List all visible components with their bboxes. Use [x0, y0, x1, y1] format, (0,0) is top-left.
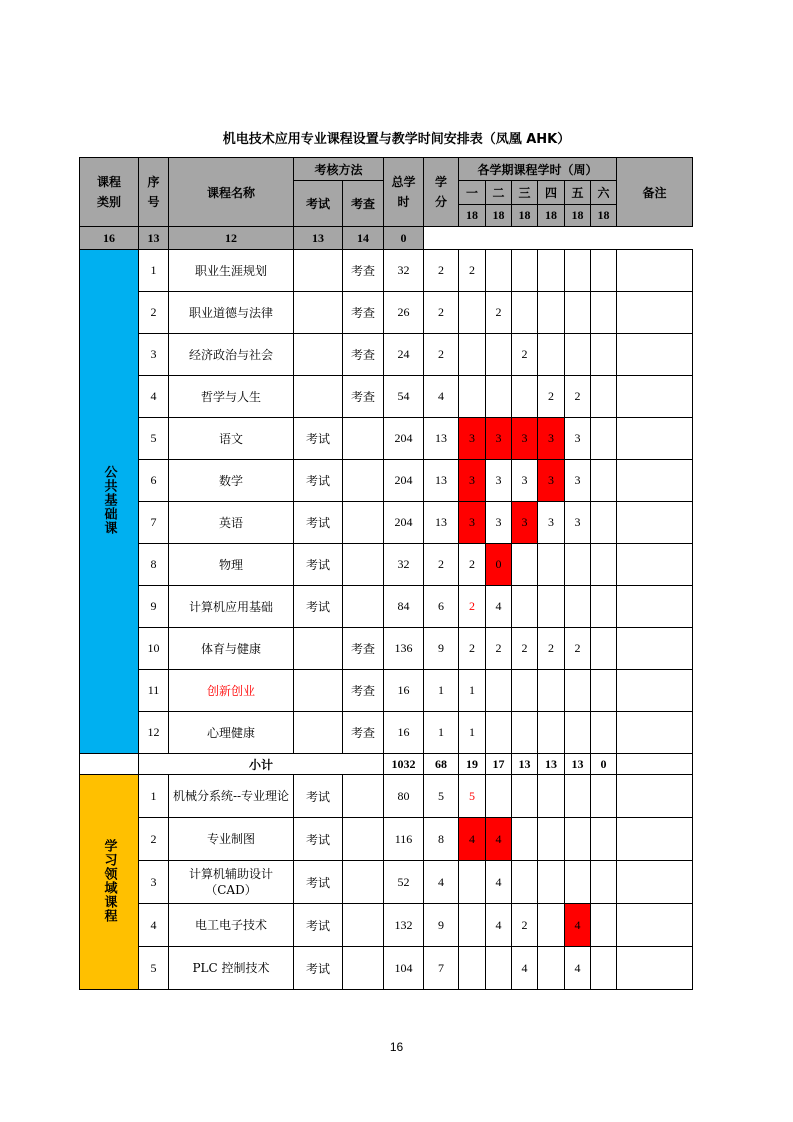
semester-hours-cell: 2: [459, 250, 486, 292]
semester-hours-cell: [512, 861, 538, 904]
seq-cell: 5: [139, 418, 169, 460]
semester-hours-cell: [486, 775, 512, 818]
exam-cell: 考试: [294, 818, 343, 861]
semester-hours-cell: [486, 712, 512, 754]
hours-cell: 16: [384, 712, 424, 754]
subtotal-blank: [80, 754, 139, 775]
remarks-cell: [617, 818, 693, 861]
header-remarks: 备注: [617, 158, 693, 227]
seq-cell: 12: [139, 712, 169, 754]
header-total-hours: 总学时: [384, 158, 424, 227]
semester-hours-cell: [591, 628, 617, 670]
credits-cell: 2: [424, 250, 459, 292]
seq-cell: 3: [139, 334, 169, 376]
credits-cell: 4: [424, 861, 459, 904]
semester-hours-cell: [591, 460, 617, 502]
course-name: 哲学与人生: [169, 376, 294, 418]
hours-cell: 204: [384, 502, 424, 544]
hours-cell: 52: [384, 861, 424, 904]
check-cell: 考查: [343, 628, 384, 670]
semester-hours-cell: [512, 670, 538, 712]
remarks-cell: [617, 947, 693, 990]
semester-hours-cell: [512, 712, 538, 754]
remarks-cell: [617, 334, 693, 376]
semester-hours-cell: 2: [565, 628, 591, 670]
exam-cell: [294, 670, 343, 712]
semester-hours-cell: 2: [565, 376, 591, 418]
semester-hours-cell: 2: [459, 586, 486, 628]
semester-hours-cell: 3: [565, 502, 591, 544]
semester-hours-cell: [486, 250, 512, 292]
seq-cell: 1: [139, 775, 169, 818]
header-weeks: 16: [80, 227, 139, 250]
semester-hours-cell: [565, 818, 591, 861]
semester-hours-cell: 0: [486, 544, 512, 586]
semester-hours-cell: 2: [459, 628, 486, 670]
semester-hours-cell: [565, 670, 591, 712]
table-row: [80, 158, 693, 181]
hours-cell: 84: [384, 586, 424, 628]
course-name: 英语: [169, 502, 294, 544]
credits-cell: 13: [424, 460, 459, 502]
remarks-cell: [617, 544, 693, 586]
header-semester-hours: 各学期课程学时（周）: [459, 158, 617, 181]
exam-cell: [294, 376, 343, 418]
remarks-cell: [617, 502, 693, 544]
course-name: 体育与健康: [169, 628, 294, 670]
semester-hours-cell: 4: [486, 586, 512, 628]
remarks-cell: [617, 460, 693, 502]
seq-cell: 4: [139, 904, 169, 947]
semester-hours-cell: [486, 334, 512, 376]
semester-hours-cell: 2: [512, 628, 538, 670]
page-number: 16: [389, 1040, 404, 1054]
credits-cell: 9: [424, 904, 459, 947]
semester-hours-cell: [591, 376, 617, 418]
course-name: 数学: [169, 460, 294, 502]
exam-cell: 考试: [294, 502, 343, 544]
seq-cell: 10: [139, 628, 169, 670]
table-row: [80, 818, 693, 861]
course-name: 物理: [169, 544, 294, 586]
credits-cell: 8: [424, 818, 459, 861]
header-weeks: 18: [512, 205, 538, 227]
exam-cell: 考试: [294, 861, 343, 904]
semester-hours-cell: 4: [565, 904, 591, 947]
subtotal-hours: 1032: [384, 754, 424, 775]
table-row: [80, 586, 693, 628]
header-check: 考查: [343, 181, 384, 227]
remarks-cell: [617, 861, 693, 904]
seq-cell: 4: [139, 376, 169, 418]
table-row: [80, 418, 693, 460]
semester-hours-cell: 2: [538, 628, 565, 670]
seq-cell: 9: [139, 586, 169, 628]
subtotal-semester: 19: [459, 754, 486, 775]
credits-cell: 13: [424, 418, 459, 460]
semester-hours-cell: 3: [486, 418, 512, 460]
table-row: [80, 227, 693, 250]
subtotal-semester: 13: [565, 754, 591, 775]
exam-cell: 考试: [294, 586, 343, 628]
semester-hours-cell: 2: [538, 376, 565, 418]
semester-hours-cell: 5: [459, 775, 486, 818]
semester-hours-cell: 3: [486, 502, 512, 544]
semester-hours-cell: [565, 861, 591, 904]
semester-hours-cell: [565, 250, 591, 292]
credits-cell: 13: [424, 502, 459, 544]
hours-cell: 116: [384, 818, 424, 861]
semester-hours-cell: 3: [459, 418, 486, 460]
semester-hours-cell: [459, 861, 486, 904]
table-row: [80, 947, 693, 990]
exam-cell: [294, 292, 343, 334]
seq-cell: 7: [139, 502, 169, 544]
semester-hours-cell: 3: [565, 460, 591, 502]
credits-cell: 2: [424, 544, 459, 586]
header-weeks: 0: [384, 227, 424, 250]
table-row: [80, 376, 693, 418]
table-row: [80, 775, 693, 818]
subtotal-credits: 68: [424, 754, 459, 775]
semester-hours-cell: 3: [486, 460, 512, 502]
credits-cell: 1: [424, 670, 459, 712]
header-weeks: 18: [591, 205, 617, 227]
semester-hours-cell: 2: [486, 628, 512, 670]
header-semester: 五: [565, 181, 591, 205]
seq-cell: 3: [139, 861, 169, 904]
exam-cell: 考试: [294, 947, 343, 990]
semester-hours-cell: 2: [512, 904, 538, 947]
exam-cell: 考试: [294, 904, 343, 947]
semester-hours-cell: [591, 904, 617, 947]
exam-cell: [294, 334, 343, 376]
semester-hours-cell: [538, 250, 565, 292]
semester-hours-cell: [459, 904, 486, 947]
header-weeks: 18: [486, 205, 512, 227]
semester-hours-cell: [538, 904, 565, 947]
hours-cell: 136: [384, 628, 424, 670]
check-cell: [343, 586, 384, 628]
check-cell: [343, 818, 384, 861]
semester-hours-cell: 4: [486, 861, 512, 904]
semester-hours-cell: [512, 376, 538, 418]
semester-hours-cell: 3: [512, 418, 538, 460]
credits-cell: 7: [424, 947, 459, 990]
remarks-cell: [617, 904, 693, 947]
check-cell: [343, 775, 384, 818]
seq-cell: 2: [139, 292, 169, 334]
semester-hours-cell: 4: [459, 818, 486, 861]
semester-hours-cell: [459, 376, 486, 418]
semester-hours-cell: [538, 334, 565, 376]
credits-cell: 5: [424, 775, 459, 818]
semester-hours-cell: [486, 376, 512, 418]
semester-hours-cell: [591, 250, 617, 292]
header-course-name: 课程名称: [169, 158, 294, 227]
semester-hours-cell: 3: [512, 502, 538, 544]
hours-cell: 24: [384, 334, 424, 376]
semester-hours-cell: [538, 775, 565, 818]
semester-hours-cell: 4: [512, 947, 538, 990]
semester-hours-cell: [591, 586, 617, 628]
table-row: [80, 670, 693, 712]
course-name: 语文: [169, 418, 294, 460]
course-name: 职业生涯规划: [169, 250, 294, 292]
header-category: 课程类别: [80, 158, 139, 227]
credits-cell: 6: [424, 586, 459, 628]
category-major: [80, 775, 139, 990]
exam-cell: [294, 628, 343, 670]
credits-cell: 4: [424, 376, 459, 418]
semester-hours-cell: [591, 818, 617, 861]
check-cell: 考查: [343, 334, 384, 376]
seq-cell: 5: [139, 947, 169, 990]
remarks-cell: [617, 628, 693, 670]
hours-cell: 54: [384, 376, 424, 418]
exam-cell: [294, 712, 343, 754]
category-major-label: 学习领域课程: [101, 838, 117, 923]
check-cell: [343, 418, 384, 460]
remarks-cell: [617, 754, 693, 775]
semester-hours-cell: [538, 586, 565, 628]
semester-hours-cell: [565, 292, 591, 334]
credits-cell: 2: [424, 334, 459, 376]
header-semester: 一: [459, 181, 486, 205]
course-name: 经济政治与社会: [169, 334, 294, 376]
course-schedule-table: [79, 157, 693, 990]
exam-cell: 考试: [294, 544, 343, 586]
header-weeks: 18: [538, 205, 565, 227]
semester-hours-cell: [538, 544, 565, 586]
course-name: PLC 控制技术: [169, 947, 294, 990]
exam-cell: [294, 250, 343, 292]
seq-cell: 11: [139, 670, 169, 712]
check-cell: [343, 947, 384, 990]
course-name: 专业制图: [169, 818, 294, 861]
semester-hours-cell: [591, 334, 617, 376]
semester-hours-cell: [512, 292, 538, 334]
table-row: [80, 904, 693, 947]
hours-cell: 32: [384, 544, 424, 586]
subtotal-semester: 13: [538, 754, 565, 775]
semester-hours-cell: [459, 947, 486, 990]
category-public-label: 公共基础课: [101, 465, 117, 535]
hours-cell: 204: [384, 418, 424, 460]
exam-cell: 考试: [294, 460, 343, 502]
semester-hours-cell: [591, 670, 617, 712]
semester-hours-cell: 2: [512, 334, 538, 376]
category-public: [80, 250, 139, 754]
exam-cell: 考试: [294, 775, 343, 818]
semester-hours-cell: 3: [538, 502, 565, 544]
header-weeks: 13: [294, 227, 343, 250]
semester-hours-cell: [565, 334, 591, 376]
header-assessment: 考核方法: [294, 158, 384, 181]
header-semester: 二: [486, 181, 512, 205]
header-weeks: 18: [459, 205, 486, 227]
remarks-cell: [617, 418, 693, 460]
semester-hours-cell: [591, 418, 617, 460]
semester-hours-cell: [538, 292, 565, 334]
remarks-cell: [617, 250, 693, 292]
semester-hours-cell: [591, 947, 617, 990]
remarks-cell: [617, 775, 693, 818]
semester-hours-cell: [591, 712, 617, 754]
credits-cell: 1: [424, 712, 459, 754]
semester-hours-cell: [591, 861, 617, 904]
semester-hours-cell: 4: [486, 904, 512, 947]
semester-hours-cell: 2: [486, 292, 512, 334]
semester-hours-cell: 3: [459, 460, 486, 502]
check-cell: 考查: [343, 250, 384, 292]
semester-hours-cell: [565, 586, 591, 628]
credits-cell: 2: [424, 292, 459, 334]
course-name: 电工电子技术: [169, 904, 294, 947]
course-name: 计算机应用基础: [169, 586, 294, 628]
header-seq: 序号: [139, 158, 169, 227]
semester-hours-cell: [486, 670, 512, 712]
header-semester: 三: [512, 181, 538, 205]
semester-hours-cell: [459, 334, 486, 376]
header-weeks: 18: [565, 205, 591, 227]
semester-hours-cell: [486, 947, 512, 990]
semester-hours-cell: [538, 818, 565, 861]
table-row: [80, 861, 693, 904]
semester-hours-cell: 1: [459, 670, 486, 712]
hours-cell: 26: [384, 292, 424, 334]
check-cell: [343, 502, 384, 544]
semester-hours-cell: 1: [459, 712, 486, 754]
table-row: [80, 334, 693, 376]
table-row: [80, 628, 693, 670]
seq-cell: 8: [139, 544, 169, 586]
semester-hours-cell: 4: [486, 818, 512, 861]
table-row: [80, 754, 693, 775]
semester-hours-cell: 3: [512, 460, 538, 502]
header-weeks: 14: [343, 227, 384, 250]
hours-cell: 80: [384, 775, 424, 818]
table-row: [80, 544, 693, 586]
seq-cell: 2: [139, 818, 169, 861]
semester-hours-cell: 3: [538, 460, 565, 502]
semester-hours-cell: [538, 947, 565, 990]
header-weeks: 12: [169, 227, 294, 250]
subtotal-label: 小计: [139, 754, 384, 775]
course-name: 职业道德与法律: [169, 292, 294, 334]
semester-hours-cell: [538, 861, 565, 904]
hours-cell: 32: [384, 250, 424, 292]
semester-hours-cell: [591, 544, 617, 586]
page-title: 机电技术应用专业课程设置与教学时间安排表（凤凰 AHK）: [222, 132, 571, 147]
header-exam: 考试: [294, 181, 343, 227]
subtotal-semester: 17: [486, 754, 512, 775]
check-cell: [343, 460, 384, 502]
table-row: [80, 250, 693, 292]
seq-cell: 1: [139, 250, 169, 292]
table-row: [80, 712, 693, 754]
course-name: 心理健康: [169, 712, 294, 754]
header-credits: 学分: [424, 158, 459, 227]
subtotal-semester: 0: [591, 754, 617, 775]
table-row: [80, 460, 693, 502]
check-cell: 考查: [343, 292, 384, 334]
credits-cell: 9: [424, 628, 459, 670]
semester-hours-cell: [591, 775, 617, 818]
remarks-cell: [617, 670, 693, 712]
check-cell: [343, 904, 384, 947]
semester-hours-cell: 3: [459, 502, 486, 544]
header-weeks: 13: [139, 227, 169, 250]
remarks-cell: [617, 712, 693, 754]
course-name: 计算机辅助设计（CAD）: [169, 861, 294, 904]
course-name: 机械分系统--专业理论: [169, 775, 294, 818]
course-name: 创新创业: [169, 670, 294, 712]
subtotal-semester: 13: [512, 754, 538, 775]
semester-hours-cell: 3: [538, 418, 565, 460]
header-semester: 六: [591, 181, 617, 205]
semester-hours-cell: 3: [565, 418, 591, 460]
header-semester: 四: [538, 181, 565, 205]
check-cell: [343, 861, 384, 904]
check-cell: [343, 544, 384, 586]
semester-hours-cell: [512, 775, 538, 818]
semester-hours-cell: [512, 586, 538, 628]
remarks-cell: [617, 292, 693, 334]
semester-hours-cell: [565, 712, 591, 754]
check-cell: 考查: [343, 670, 384, 712]
semester-hours-cell: [591, 502, 617, 544]
exam-cell: 考试: [294, 418, 343, 460]
hours-cell: 132: [384, 904, 424, 947]
semester-hours-cell: [512, 544, 538, 586]
check-cell: 考查: [343, 712, 384, 754]
semester-hours-cell: [538, 712, 565, 754]
semester-hours-cell: [591, 292, 617, 334]
semester-hours-cell: [459, 292, 486, 334]
semester-hours-cell: [565, 775, 591, 818]
semester-hours-cell: [512, 250, 538, 292]
hours-cell: 16: [384, 670, 424, 712]
seq-cell: 6: [139, 460, 169, 502]
semester-hours-cell: [565, 544, 591, 586]
semester-hours-cell: 2: [459, 544, 486, 586]
table-row: [80, 502, 693, 544]
check-cell: 考查: [343, 376, 384, 418]
semester-hours-cell: [538, 670, 565, 712]
remarks-cell: [617, 376, 693, 418]
semester-hours-cell: 4: [565, 947, 591, 990]
table-row: [80, 292, 693, 334]
hours-cell: 204: [384, 460, 424, 502]
hours-cell: 104: [384, 947, 424, 990]
remarks-cell: [617, 586, 693, 628]
semester-hours-cell: [512, 818, 538, 861]
